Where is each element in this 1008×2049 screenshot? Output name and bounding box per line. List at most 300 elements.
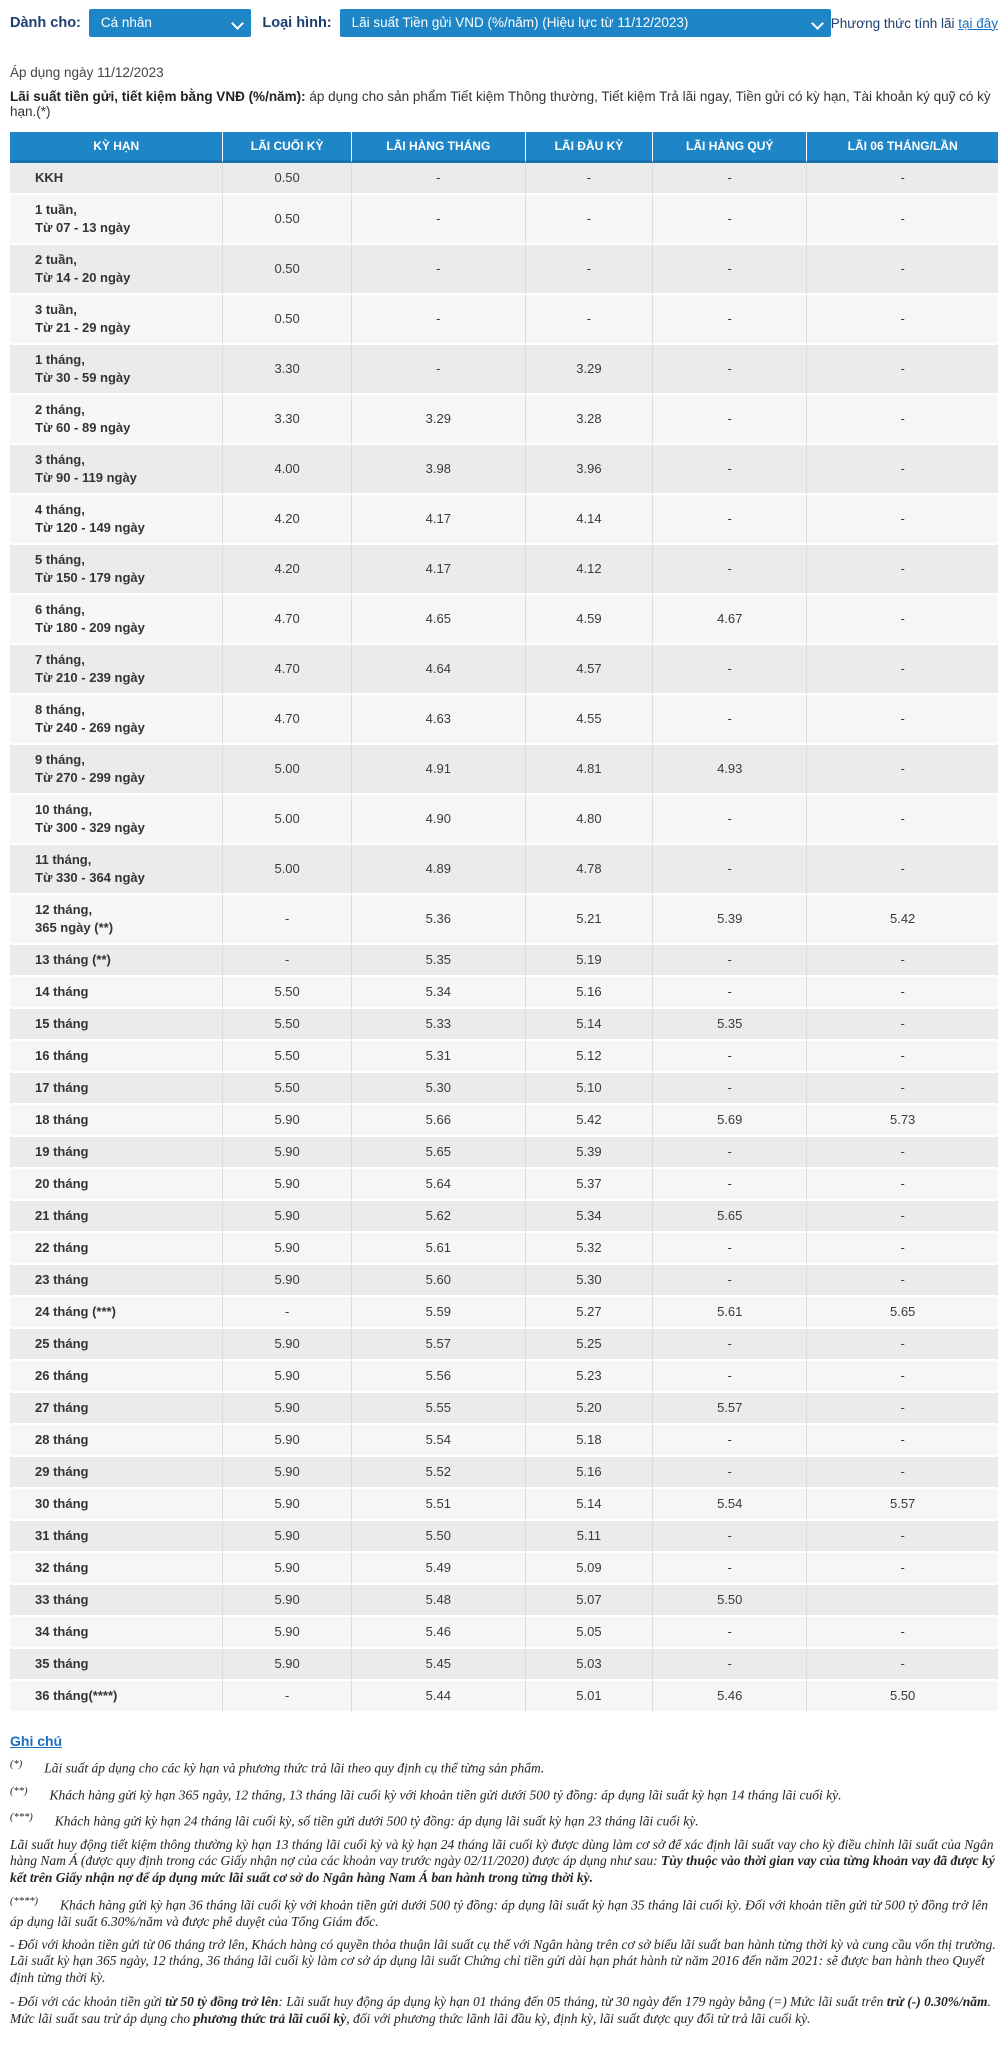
rate-cell: - <box>806 977 998 1009</box>
rate-cell: - <box>806 1137 998 1169</box>
rate-cell: - <box>806 1649 998 1681</box>
customer-type-value: Cá nhân <box>100 15 152 30</box>
table-header-row <box>10 132 998 163</box>
table-row <box>10 245 998 295</box>
term-cell: 14 tháng <box>10 977 222 1009</box>
rate-cell: - <box>806 1009 998 1041</box>
rate-cell: 5.35 <box>652 1009 806 1041</box>
rate-cell: 5.35 <box>351 945 525 977</box>
rate-cell: 4.89 <box>351 845 525 895</box>
table-row <box>10 1649 998 1681</box>
table-row <box>10 1489 998 1521</box>
table-row <box>10 1009 998 1041</box>
term-cell: 7 tháng, Từ 210 - 239 ngày <box>10 645 222 695</box>
rate-cell: 5.21 <box>525 895 652 945</box>
term-cell: 28 tháng <box>10 1425 222 1457</box>
rate-cell: - <box>806 595 998 645</box>
rate-cell: 5.50 <box>222 977 350 1009</box>
rate-cell: 5.50 <box>351 1521 525 1553</box>
rate-cell: - <box>806 1233 998 1265</box>
rate-cell: 5.50 <box>806 1681 998 1713</box>
rate-cell: 5.90 <box>222 1553 350 1585</box>
rate-cell: 5.33 <box>351 1009 525 1041</box>
rate-cell: - <box>222 1681 350 1713</box>
term-cell: 13 tháng (**) <box>10 945 222 977</box>
table-row <box>10 845 998 895</box>
rate-cell: 5.55 <box>351 1393 525 1425</box>
rate-cell: 5.50 <box>222 1073 350 1105</box>
note-text-bold: Tùy thuộc vào thời gian vay của từng khoản vay đã được ký kết trên Giấy nhận nợ để áp dụng mức lãi suất cơ sở do Ngân hàng Nam Á ban hành trong từng thời kỳ. <box>10 1853 995 1885</box>
term-cell: 29 tháng <box>10 1457 222 1489</box>
rate-cell: - <box>806 1617 998 1649</box>
term-cell: 34 tháng <box>10 1617 222 1649</box>
rate-cell: 5.19 <box>525 945 652 977</box>
rate-type-value: Lãi suất Tiền gửi VND (%/năm) (Hiệu lực từ 11/12/2023) <box>351 15 689 30</box>
rate-cell: - <box>806 695 998 745</box>
rate-cell: - <box>806 245 998 295</box>
table-row <box>10 1521 998 1553</box>
rate-cell: 5.14 <box>525 1009 652 1041</box>
header-lai-hang-thang: LÃI HÀNG THÁNG <box>351 132 525 163</box>
table-row <box>10 1681 998 1713</box>
rate-cell: - <box>652 1137 806 1169</box>
table-row <box>10 163 998 195</box>
interest-rate-table <box>10 132 998 1713</box>
rate-cell: - <box>652 1073 806 1105</box>
term-cell: 33 tháng <box>10 1585 222 1617</box>
rate-cell: 4.63 <box>351 695 525 745</box>
rate-cell: 5.07 <box>525 1585 652 1617</box>
rate-cell: - <box>652 795 806 845</box>
rate-cell: 5.50 <box>222 1009 350 1041</box>
rate-cell: 5.39 <box>525 1137 652 1169</box>
rate-cell: 5.61 <box>351 1233 525 1265</box>
rate-cell: 5.59 <box>351 1297 525 1329</box>
rate-cell: 5.03 <box>525 1649 652 1681</box>
rate-cell: 5.25 <box>525 1329 652 1361</box>
rate-cell: - <box>351 345 525 395</box>
rate-cell: - <box>652 163 806 195</box>
table-row <box>10 1361 998 1393</box>
term-cell: 1 tháng, Từ 30 - 59 ngày <box>10 345 222 395</box>
table-row <box>10 1617 998 1649</box>
table-row <box>10 295 998 345</box>
rate-cell: - <box>525 295 652 345</box>
notes-section <box>10 1733 998 2049</box>
term-cell: 27 tháng <box>10 1393 222 1425</box>
term-cell: KKH <box>10 163 222 195</box>
note-item <box>10 1810 998 1830</box>
rate-cell: 5.52 <box>351 1457 525 1489</box>
rate-cell: - <box>652 845 806 895</box>
rate-cell: 5.69 <box>652 1105 806 1137</box>
rate-cell: 5.14 <box>525 1489 652 1521</box>
rate-cell: - <box>806 545 998 595</box>
term-cell: 26 tháng <box>10 1361 222 1393</box>
rate-cell: 5.90 <box>222 1617 350 1649</box>
rate-cell: 5.30 <box>351 1073 525 1105</box>
note-text-bold: phương thức trả lãi cuối kỳ <box>193 2010 347 2026</box>
table-row <box>10 495 998 545</box>
note-marker: (***) <box>10 1812 33 1823</box>
rate-cell: - <box>351 295 525 345</box>
rate-cell: 4.57 <box>525 645 652 695</box>
rate-cell: 4.70 <box>222 695 350 745</box>
term-cell: 25 tháng <box>10 1329 222 1361</box>
rate-cell: - <box>652 545 806 595</box>
rate-cell: 5.90 <box>222 1521 350 1553</box>
rate-cell: 5.20 <box>525 1393 652 1425</box>
rate-cell: - <box>652 977 806 1009</box>
notes-title: Ghi chú <box>10 1733 63 1749</box>
term-cell: 18 tháng <box>10 1105 222 1137</box>
table-row <box>10 345 998 395</box>
rate-cell: 5.16 <box>525 977 652 1009</box>
term-cell: 19 tháng <box>10 1137 222 1169</box>
note-item <box>10 1937 998 1987</box>
rate-cell: 4.91 <box>351 745 525 795</box>
rate-cell: - <box>806 1073 998 1105</box>
term-cell: 16 tháng <box>10 1041 222 1073</box>
rate-cell: 5.60 <box>351 1265 525 1297</box>
table-row <box>10 977 998 1009</box>
table-row <box>10 1297 998 1329</box>
table-row <box>10 1201 998 1233</box>
rate-cell: 5.90 <box>222 1457 350 1489</box>
rate-cell: 5.90 <box>222 1201 350 1233</box>
rate-cell: 3.29 <box>525 345 652 395</box>
table-row <box>10 1553 998 1585</box>
rate-cell: 5.56 <box>351 1361 525 1393</box>
rate-cell: 4.80 <box>525 795 652 845</box>
term-cell: 35 tháng <box>10 1649 222 1681</box>
rate-cell: 4.70 <box>222 645 350 695</box>
note-marker: (*) <box>10 1759 23 1770</box>
rate-cell: 3.30 <box>222 395 350 445</box>
rate-cell: 5.51 <box>351 1489 525 1521</box>
note-text-bold: trừ (-) 0.30%/năm <box>886 1994 988 2009</box>
rate-cell: 4.93 <box>652 745 806 795</box>
rate-cell: - <box>652 945 806 977</box>
table-row <box>10 1137 998 1169</box>
apply-date: Áp dụng ngày 11/12/2023 <box>10 65 164 80</box>
rate-cell: - <box>652 1233 806 1265</box>
note-text-bold: từ 50 tỷ đồng trở lên <box>165 1994 279 2009</box>
rate-cell: 5.46 <box>351 1617 525 1649</box>
rate-cell: - <box>806 395 998 445</box>
term-cell: 5 tháng, Từ 150 - 179 ngày <box>10 545 222 595</box>
note-text: , đối với phương thức lãnh lãi đầu kỳ, định kỳ, lãi suất được quy đổi từ trả lãi cuối kỳ. <box>346 2010 811 2026</box>
rate-cell: 3.98 <box>351 445 525 495</box>
rate-cell: 4.20 <box>222 545 350 595</box>
note-text: Khách hàng gửi kỳ hạn 36 tháng lãi cuối kỳ với khoản tiền gửi dưới 500 tỷ đồng: áp dụng lãi suất kỳ hạn 35 tháng lãi cuối kỳ. Đối với khoản tiền gửi từ 500 tỷ đồng trở lên áp dụng lãi suất 6.30%/năm và được phê duyệt của Tổng Giám đốc. <box>10 1897 988 1929</box>
rate-cell: - <box>652 1265 806 1297</box>
table-row <box>10 445 998 495</box>
rate-cell: - <box>652 1649 806 1681</box>
rate-cell: 4.67 <box>652 595 806 645</box>
rate-cell: - <box>652 395 806 445</box>
table-row <box>10 745 998 795</box>
rate-cell: 4.59 <box>525 595 652 645</box>
table-row <box>10 1265 998 1297</box>
term-cell: 3 tuần, Từ 21 - 29 ngày <box>10 295 222 345</box>
rate-cell: 5.65 <box>652 1201 806 1233</box>
rate-cell: 3.28 <box>525 395 652 445</box>
term-cell: 23 tháng <box>10 1265 222 1297</box>
note-text: . Mức lãi suất sau trừ áp dụng cho <box>10 1994 991 2026</box>
rate-cell: - <box>806 295 998 345</box>
rate-cell: 5.01 <box>525 1681 652 1713</box>
rate-cell: 5.90 <box>222 1329 350 1361</box>
rate-type-select[interactable] <box>340 9 831 37</box>
term-cell: 17 tháng <box>10 1073 222 1105</box>
rate-cell: - <box>806 795 998 845</box>
rate-cell: 0.50 <box>222 195 350 245</box>
loai-hinh-label: Loại hình: <box>262 15 332 31</box>
rate-cell: 3.96 <box>525 445 652 495</box>
rate-cell: 4.17 <box>351 545 525 595</box>
rate-cell: 4.00 <box>222 445 350 495</box>
table-row <box>10 1393 998 1425</box>
term-cell: 9 tháng, Từ 270 - 299 ngày <box>10 745 222 795</box>
rate-cell: - <box>525 195 652 245</box>
header-lai-dau-ky: LÃI ĐẦU KỲ <box>525 132 652 163</box>
note-item <box>10 1784 998 1804</box>
note-text: - Đối với các khoản tiền gửi <box>10 1994 166 2009</box>
note-item <box>10 1894 998 1930</box>
note-text: Khách hàng gửi kỳ hạn 24 tháng lãi cuối kỳ, số tiền gửi dưới 500 tỷ đồng: áp dụng lãi suất kỳ hạn 23 tháng lãi cuối kỳ. <box>54 1813 699 1829</box>
rate-cell: 5.73 <box>806 1105 998 1137</box>
rate-cell: 5.65 <box>806 1297 998 1329</box>
header-ky-han: KỲ HẠN <box>10 132 222 163</box>
rate-cell: - <box>806 1521 998 1553</box>
rate-cell: 4.64 <box>351 645 525 695</box>
rate-cell: - <box>806 1457 998 1489</box>
header-lai-06-thang: LÃI 06 THÁNG/LẦN <box>806 132 998 163</box>
rate-cell: 4.55 <box>525 695 652 745</box>
table-row <box>10 1425 998 1457</box>
table-row <box>10 1329 998 1361</box>
term-cell: 4 tháng, Từ 120 - 149 ngày <box>10 495 222 545</box>
rate-cell: 5.45 <box>351 1649 525 1681</box>
rate-cell: 5.09 <box>525 1553 652 1585</box>
rate-cell: 5.12 <box>525 1041 652 1073</box>
rate-cell: 5.18 <box>525 1425 652 1457</box>
rate-cell: 5.31 <box>351 1041 525 1073</box>
rate-cell: 0.50 <box>222 245 350 295</box>
rate-cell: 4.12 <box>525 545 652 595</box>
table-row <box>10 1105 998 1137</box>
rate-cell: 5.66 <box>351 1105 525 1137</box>
term-cell: 6 tháng, Từ 180 - 209 ngày <box>10 595 222 645</box>
rate-cell: - <box>222 945 350 977</box>
term-cell: 1 tuần, Từ 07 - 13 ngày <box>10 195 222 245</box>
term-cell: 8 tháng, Từ 240 - 269 ngày <box>10 695 222 745</box>
rate-cell: - <box>806 1393 998 1425</box>
rate-cell: 5.57 <box>351 1329 525 1361</box>
term-cell: 11 tháng, Từ 330 - 364 ngày <box>10 845 222 895</box>
table-row <box>10 195 998 245</box>
rate-cell: 4.14 <box>525 495 652 545</box>
interest-method-link[interactable]: tại đây <box>958 15 999 31</box>
rate-cell: - <box>806 1329 998 1361</box>
rate-cell: 5.27 <box>525 1297 652 1329</box>
rate-cell: 5.90 <box>222 1169 350 1201</box>
customer-type-select[interactable] <box>89 9 251 37</box>
rate-cell: 3.29 <box>351 395 525 445</box>
rate-cell: - <box>351 163 525 195</box>
rate-cell: - <box>806 845 998 895</box>
note-text: : Lãi suất huy động áp dụng kỳ hạn 01 tháng đến 05 tháng, từ 30 ngày đến 179 ngày bằng (=) Mức lãi suất trên <box>278 1994 887 2009</box>
rate-cell: - <box>806 195 998 245</box>
rate-cell: 5.90 <box>222 1649 350 1681</box>
rate-cell: 5.46 <box>652 1681 806 1713</box>
rate-cell: - <box>652 1521 806 1553</box>
rate-cell: - <box>652 1457 806 1489</box>
rate-cell: 5.90 <box>222 1489 350 1521</box>
rate-cell: - <box>525 163 652 195</box>
table-row <box>10 1585 998 1617</box>
rate-cell: - <box>806 495 998 545</box>
rate-cell: - <box>806 345 998 395</box>
rate-cell: - <box>806 1169 998 1201</box>
table-description <box>10 89 998 119</box>
rate-cell: 5.90 <box>222 1361 350 1393</box>
rate-cell: 5.23 <box>525 1361 652 1393</box>
term-cell: 30 tháng <box>10 1489 222 1521</box>
description-rest: áp dụng cho sản phẩm Tiết kiệm Thông thường, Tiết kiệm Trả lãi ngay, Tiền gửi có kỳ hạn, Tài khoản ký quỹ có kỳ hạn.(*) <box>10 89 991 119</box>
rate-cell: - <box>652 1361 806 1393</box>
term-cell: 2 tháng, Từ 60 - 89 ngày <box>10 395 222 445</box>
rate-cell: - <box>806 1041 998 1073</box>
rate-cell: - <box>806 1201 998 1233</box>
table-row <box>10 895 998 945</box>
rate-cell: 5.64 <box>351 1169 525 1201</box>
header-lai-hang-quy: LÃI HÀNG QUÝ <box>652 132 806 163</box>
rate-cell: 5.36 <box>351 895 525 945</box>
note-text: Khách hàng gửi kỳ hạn 365 ngày, 12 tháng, 13 tháng lãi cuối kỳ với khoản tiền gửi dưới 500 tỷ đồng: áp dụng lãi suất kỳ hạn 14 tháng lãi cuối kỳ. <box>49 1787 842 1802</box>
rate-cell: 5.05 <box>525 1617 652 1649</box>
rate-cell: 5.34 <box>351 977 525 1009</box>
rate-cell: 5.90 <box>222 1105 350 1137</box>
term-cell: 2 tuần, Từ 14 - 20 ngày <box>10 245 222 295</box>
rate-cell: 5.62 <box>351 1201 525 1233</box>
rate-cell: 4.20 <box>222 495 350 545</box>
description-bold: Lãi suất tiền gửi, tiết kiệm bằng VNĐ (%/năm): <box>10 89 306 104</box>
table-row <box>10 945 998 977</box>
term-cell: 24 tháng (***) <box>10 1297 222 1329</box>
rate-cell: 4.65 <box>351 595 525 645</box>
rate-cell: - <box>652 1425 806 1457</box>
rate-cell: - <box>652 245 806 295</box>
rate-cell: 5.65 <box>351 1137 525 1169</box>
rate-cell: - <box>806 945 998 977</box>
rate-cell: 4.70 <box>222 595 350 645</box>
note-marker: (**) <box>10 1785 28 1797</box>
rate-cell: 5.57 <box>806 1489 998 1521</box>
rate-cell: - <box>222 895 350 945</box>
table-row <box>10 1073 998 1105</box>
rate-cell: 5.54 <box>351 1425 525 1457</box>
rate-cell: 5.00 <box>222 795 350 845</box>
note-item <box>10 1994 998 2027</box>
table-row <box>10 395 998 445</box>
term-cell: 22 tháng <box>10 1233 222 1265</box>
rate-cell: - <box>652 1617 806 1649</box>
filter-bar <box>10 0 998 41</box>
interest-method-text: Phương thức tính lãi tại đây <box>830 15 999 31</box>
rate-cell: 5.39 <box>652 895 806 945</box>
rate-cell: 5.00 <box>222 745 350 795</box>
rate-cell: 5.90 <box>222 1425 350 1457</box>
rate-cell: - <box>652 345 806 395</box>
term-cell: 15 tháng <box>10 1009 222 1041</box>
term-cell: 32 tháng <box>10 1553 222 1585</box>
note-marker: (****) <box>10 1896 38 1907</box>
table-row <box>10 695 998 745</box>
rate-cell: 5.37 <box>525 1169 652 1201</box>
term-cell: 10 tháng, Từ 300 - 329 ngày <box>10 795 222 845</box>
table-row <box>10 1169 998 1201</box>
rate-cell: 5.90 <box>222 1137 350 1169</box>
rate-cell: - <box>222 1297 350 1329</box>
rate-cell: - <box>652 295 806 345</box>
note-item <box>10 1757 998 1777</box>
table-row <box>10 595 998 645</box>
rate-cell: 5.34 <box>525 1201 652 1233</box>
table-row <box>10 645 998 695</box>
rate-cell: - <box>525 245 652 295</box>
table-row <box>10 1041 998 1073</box>
rate-cell: - <box>806 1425 998 1457</box>
rate-cell: - <box>351 195 525 245</box>
rate-cell: 5.30 <box>525 1265 652 1297</box>
term-cell: 31 tháng <box>10 1521 222 1553</box>
term-cell: 20 tháng <box>10 1169 222 1201</box>
rate-cell: 5.54 <box>652 1489 806 1521</box>
table-row <box>10 545 998 595</box>
term-cell: 12 tháng, 365 ngày (**) <box>10 895 222 945</box>
table-row <box>10 1457 998 1489</box>
note-item <box>10 1837 998 1887</box>
rate-cell: - <box>652 1329 806 1361</box>
term-cell: 21 tháng <box>10 1201 222 1233</box>
rate-cell: - <box>806 163 998 195</box>
rate-cell: 5.90 <box>222 1585 350 1617</box>
rate-cell: - <box>652 495 806 545</box>
rate-cell: - <box>652 695 806 745</box>
rate-cell: 5.44 <box>351 1681 525 1713</box>
rate-cell: 5.48 <box>351 1585 525 1617</box>
rate-cell: 5.57 <box>652 1393 806 1425</box>
table-row <box>10 1233 998 1265</box>
rate-cell: 4.81 <box>525 745 652 795</box>
rate-cell <box>806 1585 998 1617</box>
rate-cell: - <box>652 645 806 695</box>
chevron-down-icon <box>811 17 824 30</box>
rate-cell: - <box>806 645 998 695</box>
danh-cho-label: Dành cho: <box>10 15 81 31</box>
rate-cell: - <box>652 1041 806 1073</box>
rate-cell: 0.50 <box>222 295 350 345</box>
rate-cell: - <box>806 1265 998 1297</box>
rate-cell: 5.61 <box>652 1297 806 1329</box>
rate-cell: - <box>652 1553 806 1585</box>
rate-cell: 5.49 <box>351 1553 525 1585</box>
header-lai-cuoi-ky: LÃI CUỐI KỲ <box>222 132 350 163</box>
table-row <box>10 795 998 845</box>
rate-cell: - <box>652 445 806 495</box>
